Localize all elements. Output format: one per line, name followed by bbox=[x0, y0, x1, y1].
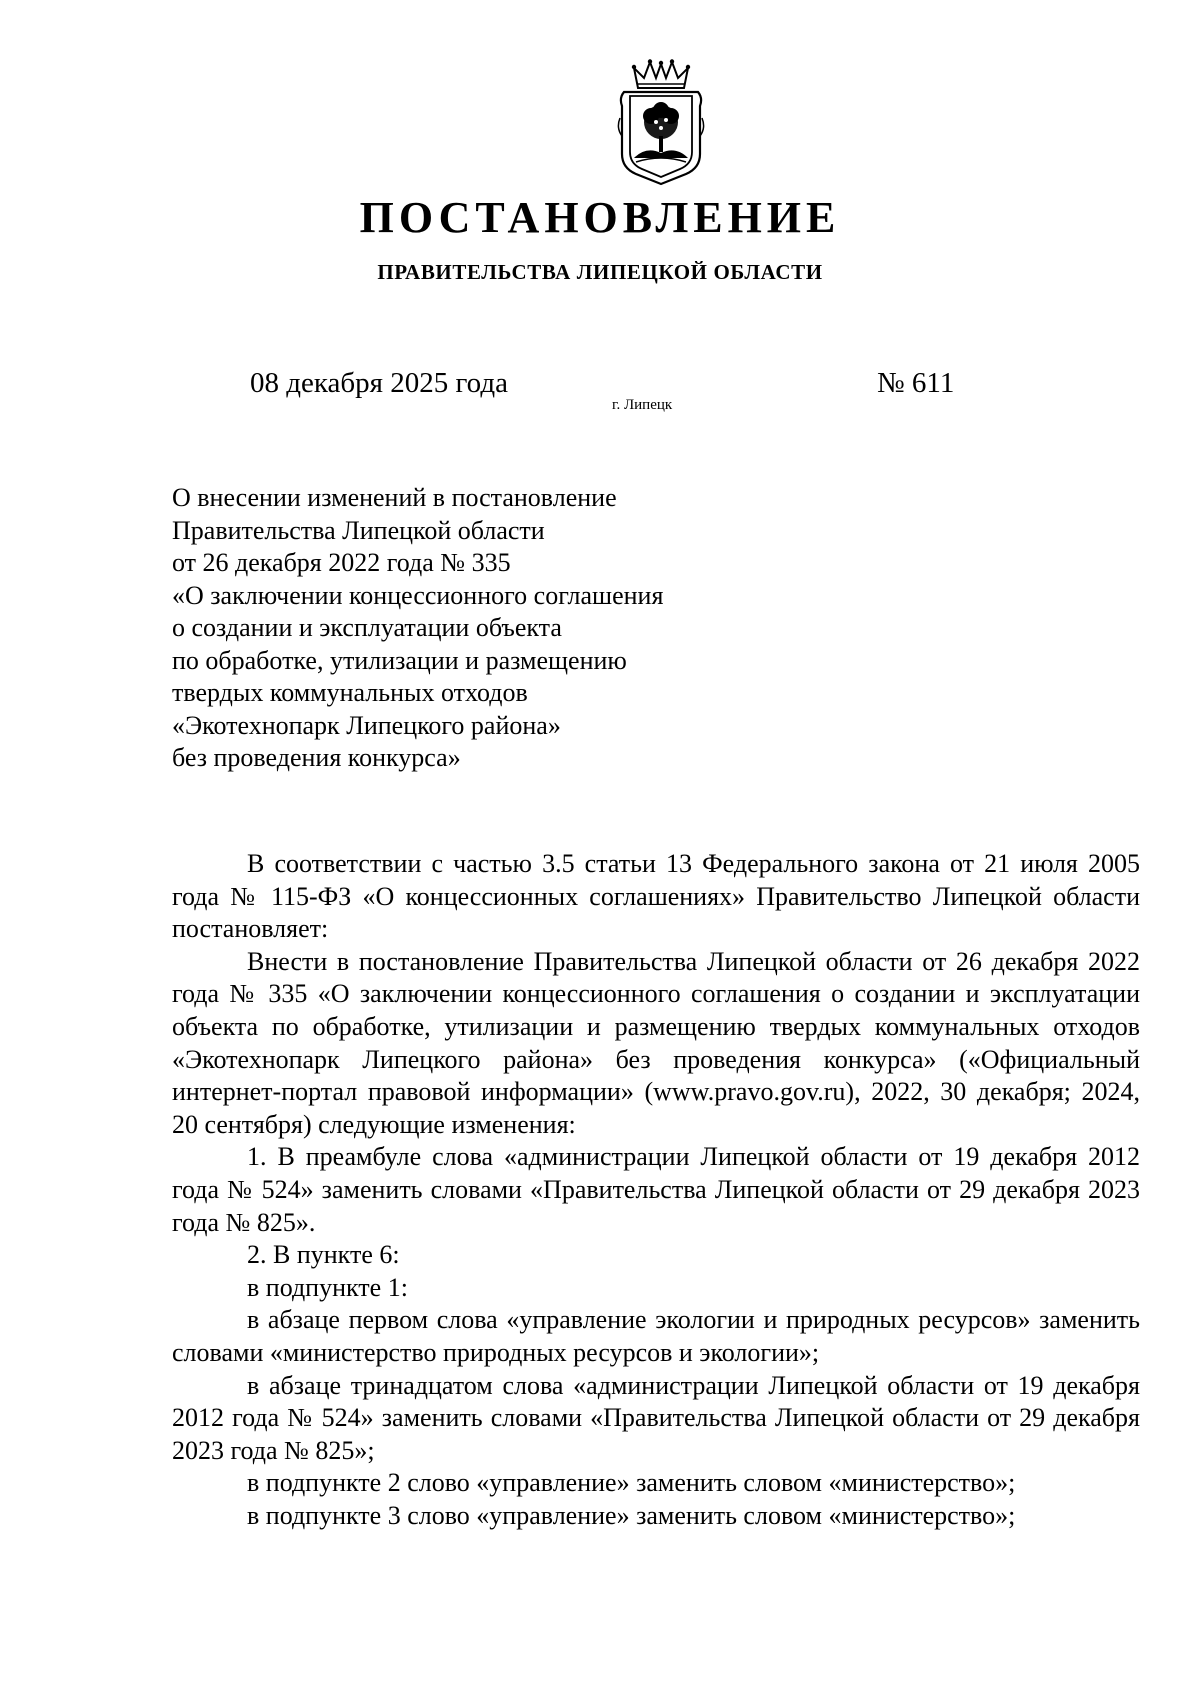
document-body bbox=[172, 848, 1140, 1532]
subject-line: от 26 декабря 2022 года № 335 bbox=[172, 548, 511, 577]
subject-line: «Экотехнопарк Липецкого района» bbox=[172, 710, 561, 740]
subject-line: О внесении изменений в постановление bbox=[172, 483, 617, 512]
body-paragraph: Внести в постановление Правительства Липецкой области от 26 декабря 2022 года № 335 «О заключении концессионного соглашения о создании и эксплуатации объекта по обработке, утилизации и размещению твердых коммунальных отходов «Экотехнопарк Липецкого района» без проведения конкурса» («Официальный интернет-портал правовой информации» (www.pravo.gov.ru), 2022, 30 декабря; 2024, 20 сентября) следующие изменения: bbox=[172, 946, 1140, 1139]
document-number: № 611 bbox=[877, 367, 955, 399]
document-subject bbox=[172, 482, 872, 775]
body-paragraph: в абзаце первом слова «управление экологии и природных ресурсов» заменить словами «министерство природных ресурсов и экологии»; bbox=[172, 1305, 1140, 1367]
body-paragraph: В соответствии с частью 3.5 статьи 13 Федерального закона от 21 июля 2005 года № 115-ФЗ «О концессионных соглашениях» Правительство Липецкой области постановляет: bbox=[172, 849, 1140, 944]
subject-line: твердых коммунальных отходов bbox=[172, 678, 528, 707]
body-paragraph: 2. В пункте 6: bbox=[247, 1240, 400, 1270]
body-paragraph: в подпункте 1: bbox=[247, 1272, 408, 1302]
subject-line: без проведения конкурса» bbox=[172, 743, 461, 772]
issuing-authority: ПРАВИТЕЛЬСТВА ЛИПЕЦКОЙ ОБЛАСТИ bbox=[377, 260, 823, 284]
body-paragraph: в подпункте 3 слово «управление» заменить словом «министерство»; bbox=[247, 1500, 1016, 1530]
body-paragraph: 1. В преамбуле слова «администрации Липецкой области от 19 декабря 2012 года № 524» заменить словами «Правительства Липецкой области от 29 декабря 2023 года № 825». bbox=[172, 1142, 1140, 1237]
coat-of-arms-icon bbox=[616, 58, 706, 186]
subject-line: о создании и эксплуатации объекта bbox=[172, 613, 562, 642]
body-paragraph: в подпункте 2 слово «управление» заменить словом «министерство»; bbox=[247, 1468, 1016, 1498]
subject-line: «О заключении концессионного соглашения bbox=[172, 580, 664, 610]
document-title: ПОСТАНОВЛЕНИЕ bbox=[359, 193, 841, 242]
subject-line: Правительства Липецкой области bbox=[172, 515, 545, 545]
document-city: г. Липецк bbox=[612, 397, 673, 413]
body-paragraph: в абзаце тринадцатом слова «администрации Липецкой области от 19 декабря 2012 года № 524» заменить словами «Правительства Липецкой области от 29 декабря 2023 года № 825»; bbox=[172, 1370, 1140, 1465]
document-date: 08 декабря 2025 года bbox=[250, 367, 508, 399]
subject-line: по обработке, утилизации и размещению bbox=[172, 645, 627, 675]
